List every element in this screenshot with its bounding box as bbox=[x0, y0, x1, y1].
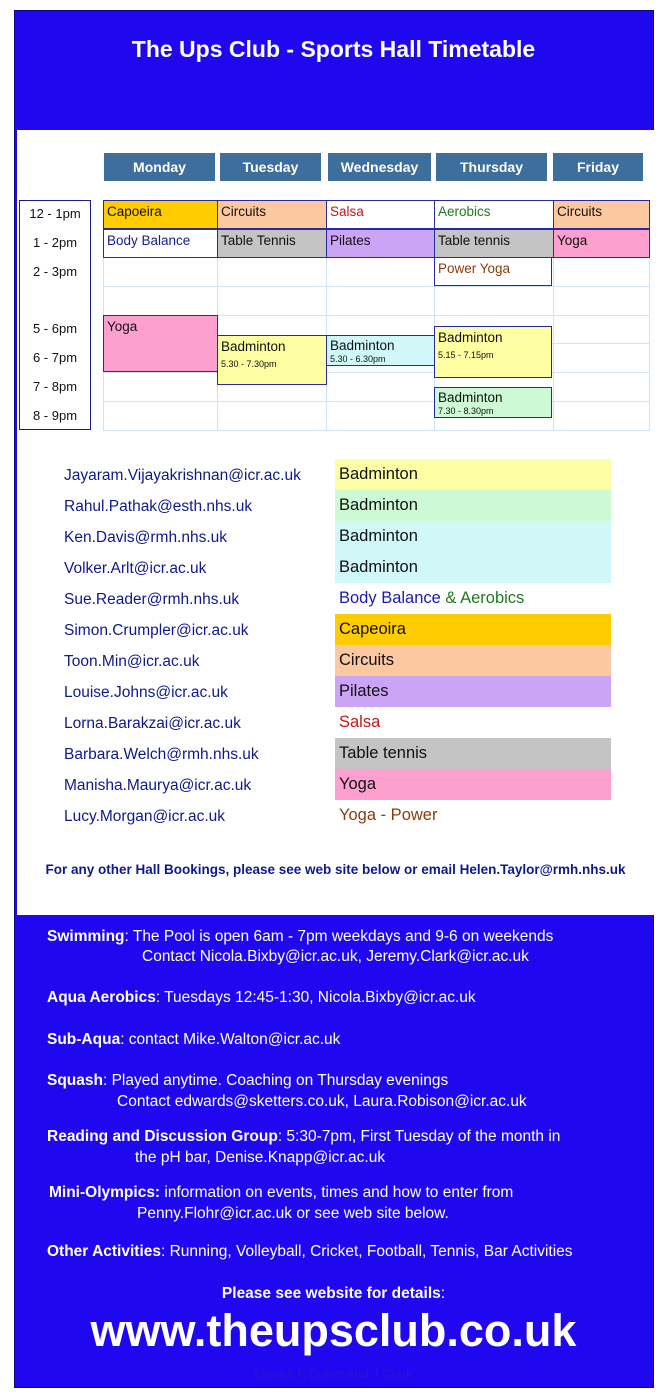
session-time: 7.30 - 8.30pm bbox=[438, 406, 494, 416]
info-text: : 5:30-7pm, First Tuesday of the month in bbox=[277, 1128, 561, 1145]
time-label: 12 - 1pm bbox=[29, 206, 81, 221]
contact-activity: Badminton bbox=[335, 521, 611, 552]
page-title: The Ups Club - Sports Hall Timetable bbox=[131, 36, 536, 62]
info-text: : contact Mike.Walton@icr.ac.uk bbox=[120, 1031, 341, 1048]
info-label: Swimming bbox=[47, 928, 125, 945]
session-wednesday-badminton bbox=[326, 335, 435, 366]
info-other-activities bbox=[47, 1243, 573, 1261]
session-wednesday-pilates: Pilates bbox=[326, 229, 435, 258]
bookings-note: For any other Hall Bookings, please see web site below or email Helen.Taylor@rmh.nhs.uk bbox=[45, 862, 626, 877]
info-label: Sub-Aqua bbox=[47, 1031, 121, 1048]
activity-aerobics: & Aerobics bbox=[445, 589, 525, 607]
contact-activity: Badminton bbox=[335, 459, 611, 490]
info-label: Reading and Discussion Group bbox=[47, 1128, 278, 1145]
day-header-thursday: Thursday bbox=[436, 153, 547, 181]
layout-credit: Layout K Baker and J Clark bbox=[254, 1366, 413, 1381]
website-link[interactable]: www.theupsclub.co.uk bbox=[90, 1305, 577, 1356]
info-details bbox=[0, 1285, 667, 1303]
time-label: 7 - 8pm bbox=[32, 379, 78, 394]
contact-email[interactable]: Lucy.Morgan@icr.ac.uk bbox=[64, 808, 226, 825]
time-label: 1 - 2pm bbox=[32, 235, 78, 250]
grid-line bbox=[103, 372, 650, 373]
session-time: 5.30 - 7.30pm bbox=[221, 359, 277, 369]
info-squash-contact: Contact edwards@sketters.co.uk, Laura.Robison@icr.ac.uk bbox=[117, 1093, 527, 1110]
session-title: Badminton bbox=[438, 390, 503, 405]
contact-activity: Badminton bbox=[335, 490, 611, 521]
contact-email[interactable]: Ken.Davis@rmh.nhs.uk bbox=[64, 529, 228, 546]
session-thursday-power-yoga: Power Yoga bbox=[434, 257, 552, 286]
contact-activity: Pilates bbox=[335, 676, 611, 707]
info-label: Mini-Olympics: bbox=[49, 1184, 161, 1201]
session-tuesday-badminton bbox=[217, 335, 327, 385]
time-label: 2 - 3pm bbox=[32, 264, 78, 279]
grid-line bbox=[103, 430, 650, 431]
contact-activity: Salsa bbox=[339, 713, 381, 731]
session-friday-circuits: Circuits bbox=[553, 200, 650, 229]
info-text: : Running, Volleyball, Cricket, Football, Tennis, Bar Activities bbox=[161, 1243, 573, 1260]
info-label: Aqua Aerobics bbox=[47, 989, 156, 1006]
info-reading-group bbox=[47, 1128, 560, 1146]
info-aqua-aerobics bbox=[47, 989, 476, 1007]
info-mini-olympics-contact: Penny.Flohr@icr.ac.uk or see web site below. bbox=[137, 1205, 449, 1222]
info-label: Other Activities bbox=[47, 1243, 161, 1260]
session-title: Badminton bbox=[438, 330, 503, 345]
session-thursday-badminton-late bbox=[434, 387, 552, 418]
info-mini-olympics bbox=[49, 1184, 513, 1202]
time-label: 6 - 7pm bbox=[32, 350, 78, 365]
session-title: Badminton bbox=[330, 338, 395, 353]
contact-activity: Capeoira bbox=[335, 614, 611, 645]
contact-email[interactable]: Toon.Min@icr.ac.uk bbox=[64, 653, 200, 670]
session-tuesday-table-tennis: Table Tennis bbox=[217, 229, 327, 258]
info-reading-contact: the pH bar, Denise.Knapp@icr.ac.uk bbox=[135, 1149, 386, 1166]
activity-body-balance: Body Balance bbox=[339, 589, 441, 607]
contact-activity: Circuits bbox=[335, 645, 611, 676]
time-label: 8 - 9pm bbox=[32, 408, 78, 423]
contact-email[interactable]: Volker.Arlt@icr.ac.uk bbox=[64, 560, 207, 577]
day-header-friday: Friday bbox=[553, 153, 643, 181]
contact-email[interactable]: Lorna.Barakzai@icr.ac.uk bbox=[64, 715, 241, 732]
grid-line bbox=[103, 401, 650, 402]
contact-activity: Badminton bbox=[335, 552, 611, 583]
session-thursday-badminton-early bbox=[434, 326, 552, 378]
info-sub-aqua bbox=[47, 1031, 340, 1049]
info-swimming-contact: Contact Nicola.Bixby@icr.ac.uk, Jeremy.Clark@icr.ac.uk bbox=[142, 948, 529, 965]
info-squash bbox=[47, 1072, 448, 1090]
info-label: Please see website for details bbox=[221, 1285, 441, 1302]
info-colon: : bbox=[440, 1285, 446, 1302]
contact-email[interactable]: Barbara.Welch@rmh.nhs.uk bbox=[64, 746, 259, 763]
session-time: 5.15 - 7.15pm bbox=[438, 350, 494, 360]
session-monday-yoga: Yoga bbox=[103, 315, 218, 372]
info-swimming bbox=[47, 928, 553, 946]
day-header-wednesday: Wednesday bbox=[328, 153, 431, 181]
session-monday-body-balance: Body Balance bbox=[103, 229, 218, 258]
day-header-tuesday: Tuesday bbox=[220, 153, 321, 181]
session-friday-yoga: Yoga bbox=[553, 229, 650, 258]
info-text: : Tuesdays 12:45-1:30, Nicola.Bixby@icr.ac.uk bbox=[155, 989, 476, 1006]
time-label: 5 - 6pm bbox=[32, 321, 78, 336]
session-thursday-table-tennis: Table tennis bbox=[434, 229, 554, 258]
contact-email[interactable]: Rahul.Pathak@esth.nhs.uk bbox=[64, 498, 253, 515]
session-thursday-aerobics: Aerobics bbox=[434, 200, 554, 229]
contact-email[interactable]: Louise.Johns@icr.ac.uk bbox=[64, 684, 228, 701]
info-text: information on events, times and how to enter from bbox=[160, 1184, 514, 1201]
info-text: : Played anytime. Coaching on Thursday evenings bbox=[102, 1072, 449, 1089]
contact-activity bbox=[335, 583, 611, 614]
session-monday-capoeira: Capoeira bbox=[103, 200, 218, 229]
grid-line bbox=[103, 286, 650, 287]
contact-activity: Table tennis bbox=[335, 738, 611, 769]
contact-email[interactable]: Manisha.Maurya@icr.ac.uk bbox=[64, 777, 252, 794]
contact-email[interactable]: Sue.Reader@rmh.nhs.uk bbox=[64, 591, 240, 608]
session-wednesday-salsa: Salsa bbox=[326, 200, 435, 229]
info-label: Squash bbox=[47, 1072, 103, 1089]
day-header-monday: Monday bbox=[104, 153, 215, 181]
contact-email[interactable]: Simon.Crumpler@icr.ac.uk bbox=[64, 622, 249, 639]
session-tuesday-circuits: Circuits bbox=[217, 200, 327, 229]
info-text: : The Pool is open 6am - 7pm weekdays and 9-6 on weekends bbox=[124, 928, 554, 945]
session-title: Badminton bbox=[221, 339, 286, 354]
session-time: 5.30 - 6.30pm bbox=[330, 354, 386, 364]
contact-activity: Yoga bbox=[335, 769, 611, 800]
contact-activity: Yoga - Power bbox=[339, 806, 438, 824]
contact-email[interactable]: Jayaram.Vijayakrishnan@icr.ac.uk bbox=[64, 467, 301, 484]
